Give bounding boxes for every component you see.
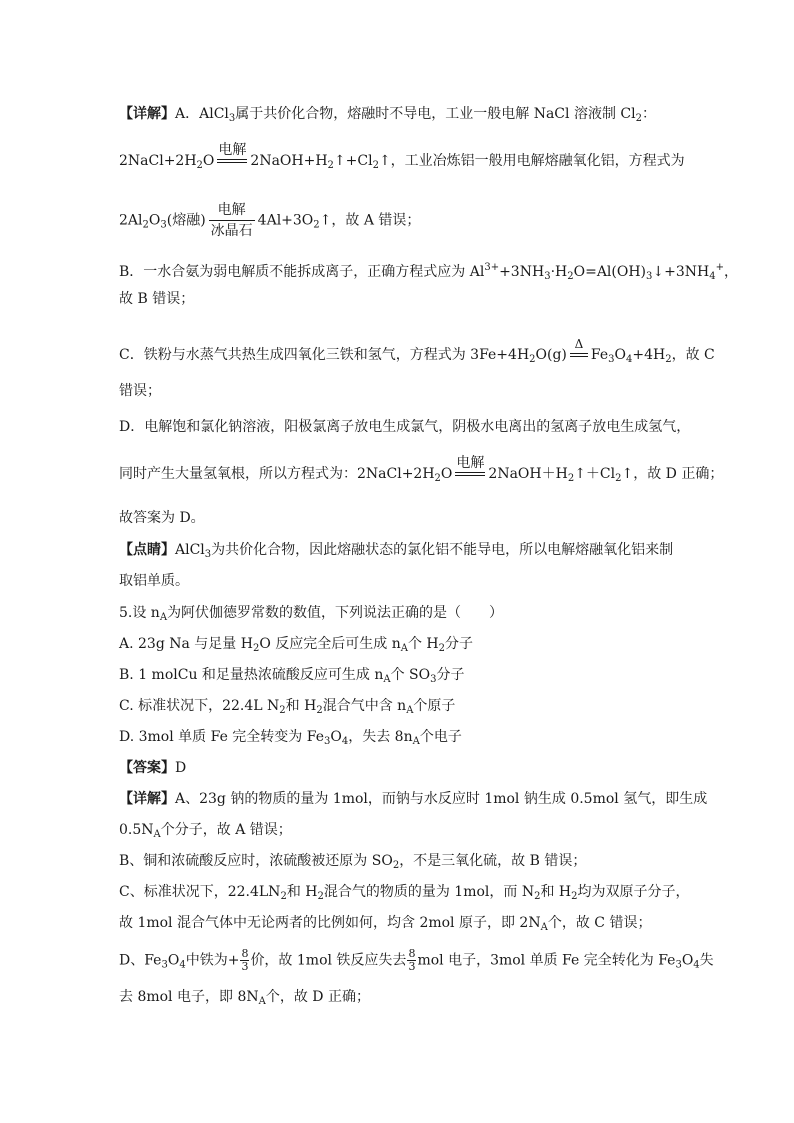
- detail2-line-d2: 去 8mol 电子，即 $8N_A$个，故 D 正确；: [119, 989, 370, 1007]
- detail1-line-c2: 错误；: [119, 383, 161, 399]
- detail1-line-c: C．铁粉与水蒸气共热生成四氧化三铁和氢气，方程式为 $3Fe+4H_2O(g)$ Δ $Fe_3O_4+4H_2$，故 C: [119, 336, 715, 374]
- detail1-line-b2: 故 B 错误；: [119, 291, 195, 307]
- reaction-condition: 电解 冰晶石: [210, 202, 253, 239]
- reaction-condition: 电解: [217, 142, 247, 180]
- detail1-line-b: B．一水合氨为弱电解质不能拆成离子，正确方程式应为 $Al^{3+}+3NH_3\cdot H_2O=Al(OH)_3↓+3NH_4^+$，: [119, 262, 738, 282]
- option-b: B. 1 molCu 和足量热浓硫酸反应可生成 $n_A$个 $SO_3$分子: [119, 667, 465, 685]
- detail1-answer: 故答案为 D。: [119, 510, 205, 526]
- detail2-line-b: B、铜和浓硫酸反应时，浓硫酸被还原为 $SO_2$，不是三氧化硫，故 B 错误；: [119, 853, 587, 871]
- detail1-line-a: 【详解】A．AlCl$_3$属于共价化合物，熔融时不导电，工业一般电解 NaCl 溶液制 $Cl_2$：: [119, 106, 656, 124]
- option-a: A. 23g Na 与足量 $H_2O$ 反应完全后可生成 $n_A$个 $H_2$分子: [119, 636, 474, 654]
- detail2-line-a2: $0.5N_A$个分子，故 A 错误；: [119, 822, 292, 840]
- equation-electrolysis-nacl: $2NaCl+2H_2O$ 电解 $2NaOH+H_2↑+Cl_2↑$，工业冶炼铝一般用电解熔融氧化铝，方程式为: [119, 142, 685, 180]
- reaction-condition: Δ: [570, 336, 588, 374]
- question-5-stem: 5.设 $n_A$为阿伏伽德罗常数的数值，下列说法正确的是（ ）: [119, 605, 504, 623]
- answer-value: D: [175, 760, 187, 776]
- answer-label: 【答案】: [119, 760, 175, 776]
- detail2-line-d: D、$Fe_3O_4$中铁为+ $\frac{8}{3}$ 价，故 1mol 铁反应失去 $\frac{8}{3}$ mol 电子，3mol 单质 Fe 完全转化为 $Fe_3O_4$失: [119, 947, 714, 973]
- option-c: C. 标准状况下，22.4L $N_2$和 $H_2$混合气中含 $n_A$个原子: [119, 698, 456, 716]
- detail1-line-d: D．电解饱和氯化钠溶液，阳极氯离子放电生成氯气，阴极水电离出的氢离子放电生成氢气，: [119, 419, 691, 435]
- detail-label: 【详解】: [119, 106, 175, 122]
- equation-electrolysis-alumina: $2Al_2O_3$(熔融) 电解 冰晶石 $4Al+3O_2↑$，故 A 错误；: [119, 202, 421, 239]
- point-line-2: 取铝单质。: [119, 573, 189, 589]
- option-d: D. 3mol 单质 Fe 完全转变为 $Fe_3O_4$，失去 $8n_A$个电子: [119, 729, 462, 747]
- detail1-line-d2: 同时产生大量氢氧根，所以方程式为：$2NaCl+2H_2O$ 电解 $2NaOH+H_2↑+Cl_2↑$，故 D 正确；: [119, 455, 723, 493]
- fraction-eight-thirds: $\frac{8}{3}$: [408, 947, 416, 973]
- point-line-1: 【点睛】AlCl$_3$为共价化合物，因此熔融状态的氯化铝不能导电，所以电解熔融氧化铝来制: [119, 542, 674, 560]
- answer: [119, 758, 186, 778]
- reaction-condition: 电解: [455, 455, 485, 493]
- detail-label: 【详解】: [119, 791, 175, 807]
- fraction-eight-thirds: $\frac{8}{3}$: [241, 947, 249, 973]
- point-label: 【点睛】: [119, 542, 175, 558]
- detail2-line-c2: 故 1mol 混合气体中无论两者的比例如何，均含 2mol 原子，即 $2N_A$个，故 C 错误；: [119, 915, 652, 933]
- detail2-line-c: C、标准状况下，$22.4LN_2$和 $H_2$混合气的物质的量为 1mol，而 $N_2$和 $H_2$均为双原子分子，: [119, 884, 690, 902]
- detail2-line-a: 【详解】A、23g 钠的物质的量为 1mol，而钠与水反应时 1mol 钠生成 0.5mol 氢气，即生成: [119, 791, 708, 807]
